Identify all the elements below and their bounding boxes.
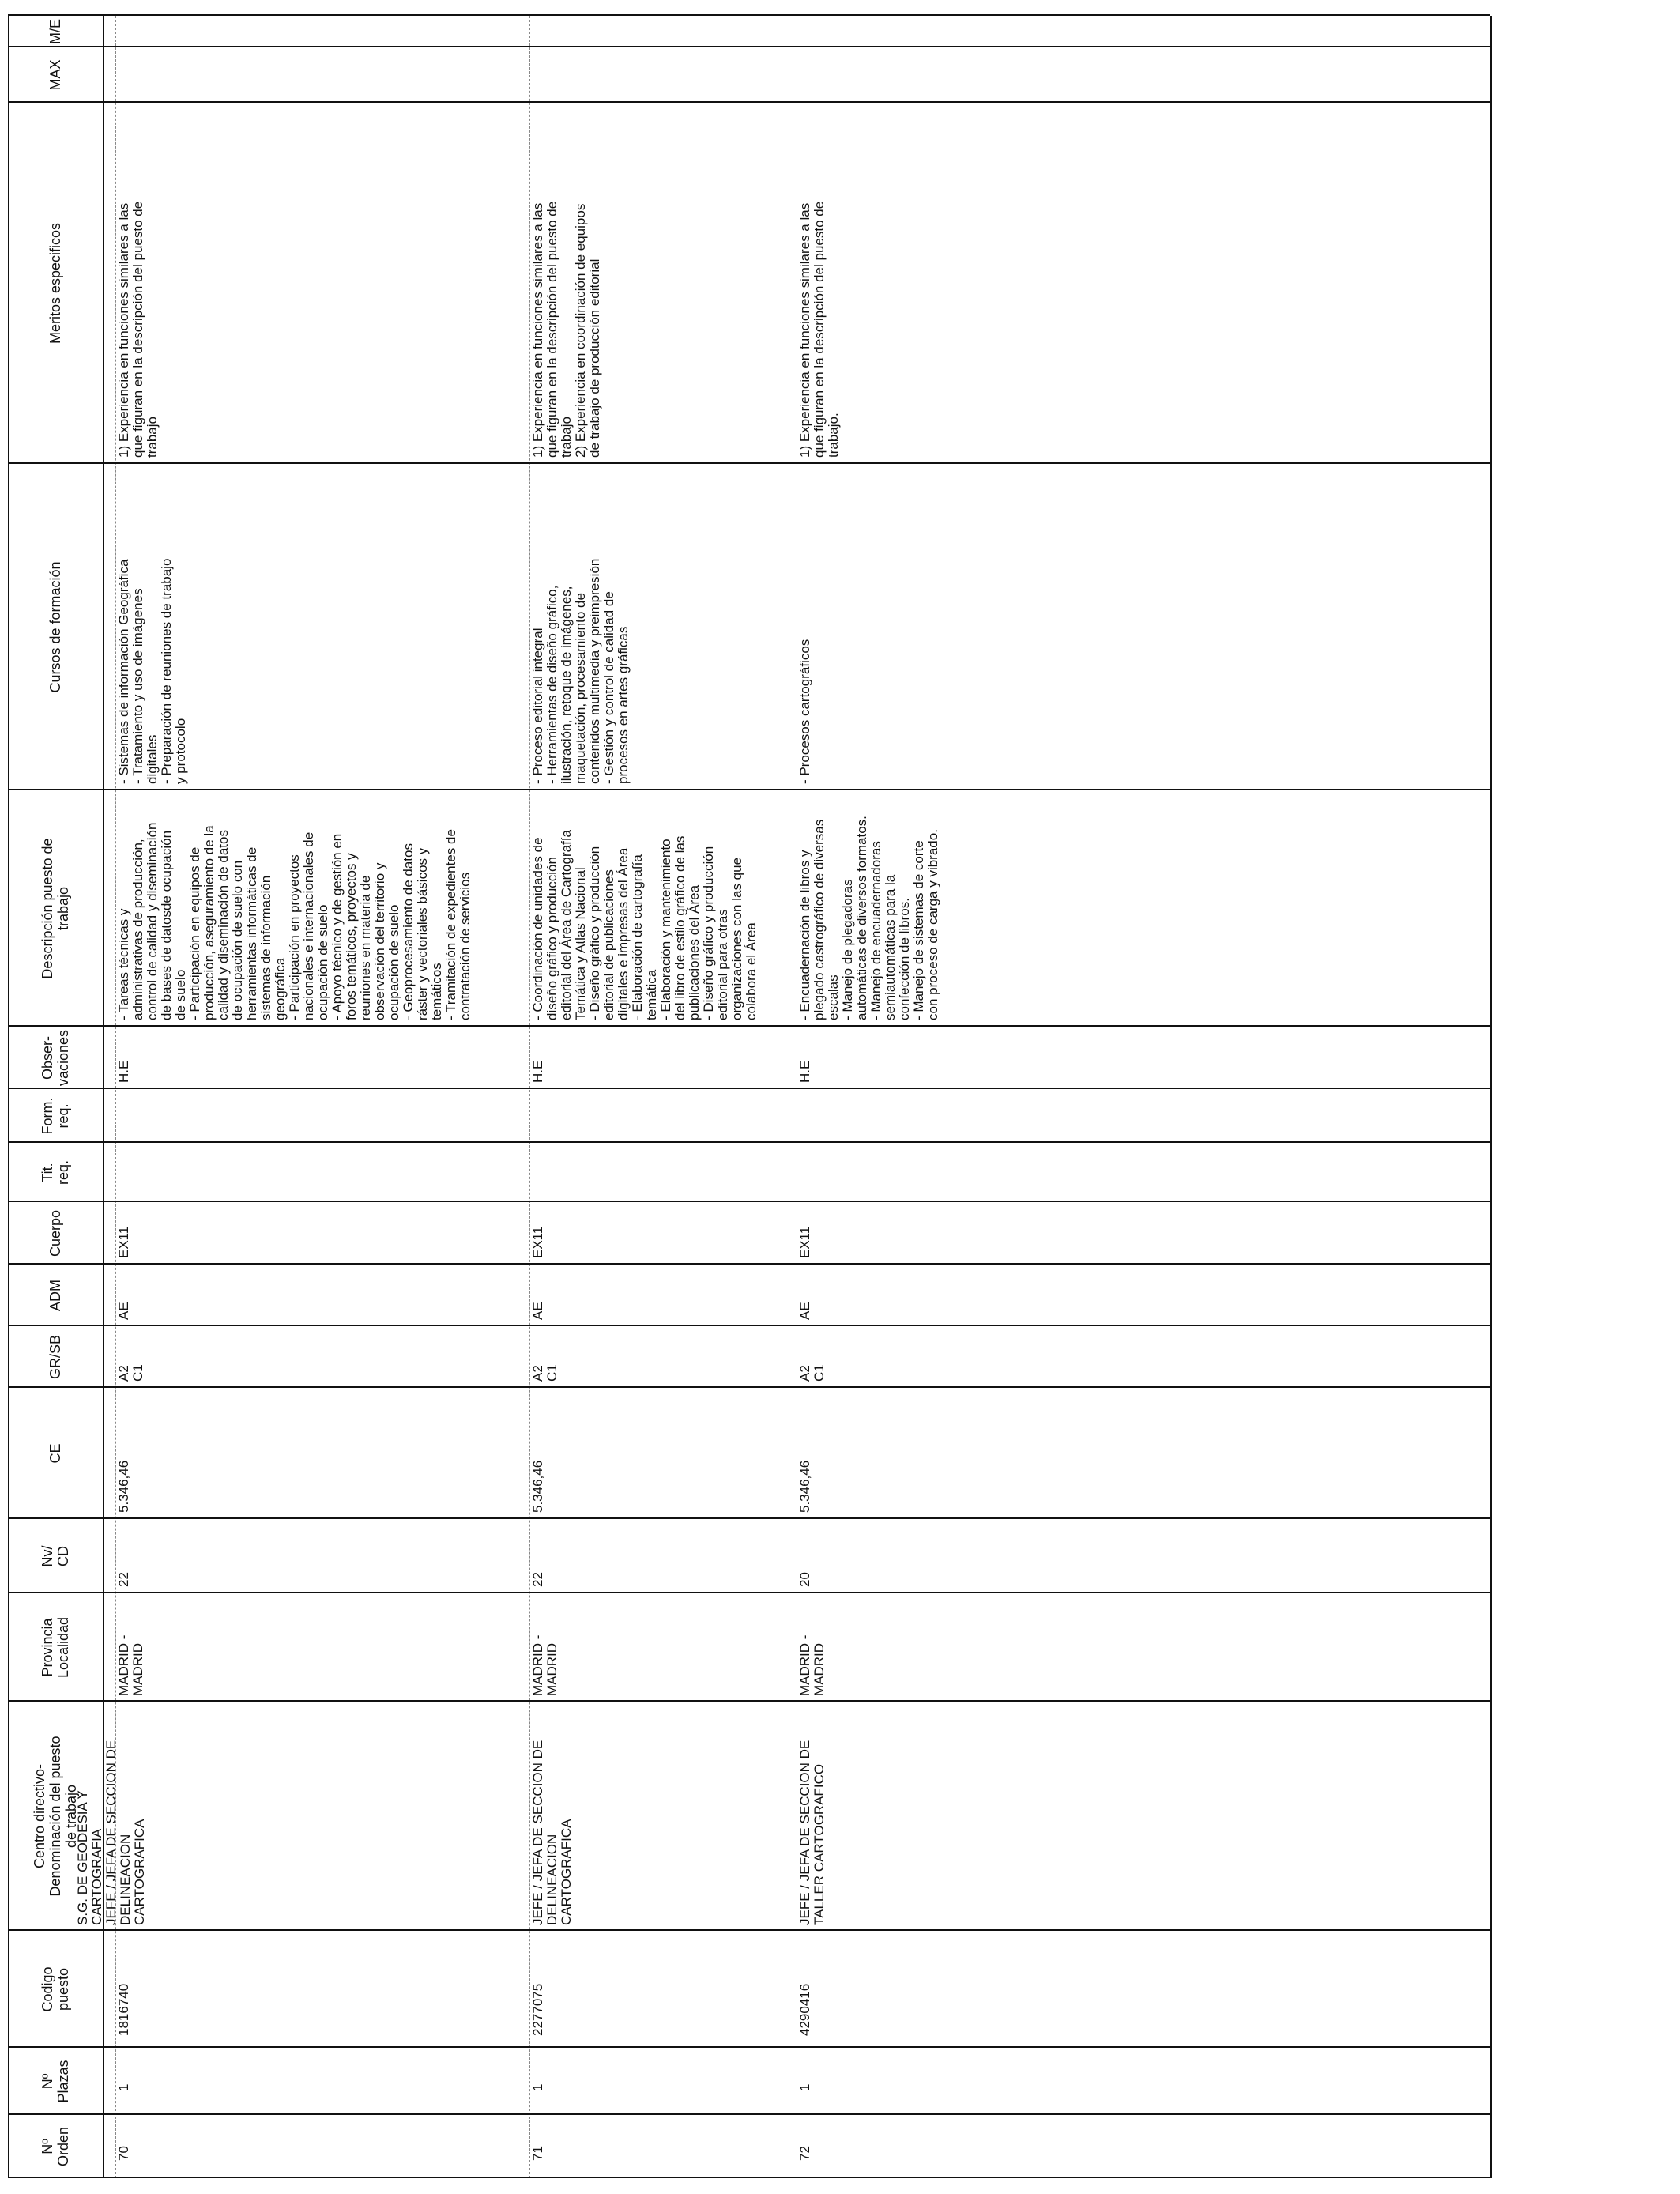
- row-70-cursos: - Sistemas de información Geográfica - Tratamiento y uso de imágenes digitales - Preparación de reuniones de trabajo y protocolo: [116, 558, 188, 784]
- row-70-observaciones: H.E: [116, 1060, 131, 1083]
- col-border: [8, 2177, 1490, 2178]
- row-70-descripcion: - Tareas técnicas y administrativas de producción, control de calidad y diseminación de bases de datosde ocupación de suelo - Participación en equipos de producción, aseguramiento de la calidad y diseminación de datos de ocupación de suelo con herramientas informáticas de sistemas de información geográfica - Participación en proyectos nacionales e internacionales de ocupación de suelo - Apoyo técnico y de gestión en foros temáticos, proyectos y reuniones en materia de observación del territorio y ocupación de suelo - Geoprocesamiento de datos ráster y vectoriales básicos y temáticos - Tramitación de expedientes de contratación de servicios: [116, 822, 473, 1020]
- row-72-orden: 72: [797, 2146, 812, 2161]
- col-border: [8, 1263, 1490, 1265]
- row-70-nivel: 22: [116, 1572, 131, 1587]
- row-70-orden: 70: [116, 2146, 131, 2161]
- header-meritos: Meritos especificos: [47, 222, 63, 345]
- header-grupo: GR/SB: [47, 1335, 63, 1380]
- row-70-denominacion: JEFE / JEFA DE SECCION DE DELINEACION CARTOGRAFICA: [104, 1740, 147, 1925]
- col-border: [8, 789, 1490, 790]
- col-border: [8, 1088, 1490, 1089]
- col-border: [8, 2113, 1490, 2115]
- header-orden: Nº Orden: [40, 2126, 71, 2167]
- row-72-descripcion: - Encuadernación de libros y plegado castrográfico de diversas escalas - Manejo de plegadoras automáticas de diversos formatos. - Manejo de encuadernadoras semiautomáticas para la confección de libros. - Manejo de sistemas de corte con proceso de carga y vibrado.: [797, 816, 940, 1020]
- col-border: [8, 1929, 1490, 1931]
- row-72-meritos: 1) Experiencia en funciones similares a las que figuran en la descripción del puesto de trabajo.: [797, 201, 841, 458]
- row-72-denominacion: JEFE / JEFA DE SECCION DE TALLER CARTOGRAFICO: [797, 1740, 827, 1925]
- row-72-cursos: - Procesos cartográficos: [797, 639, 812, 784]
- row-71-descripcion: - Coordinación de unidades de diseño gráfico y producción editorial del Área de Cartografía Temática y Atlas Nacional - Diseño gráfico y producción editorial de publicaciones digitales e impresas del Área - Elaboración de cartografía temática - Elaboración y mantenimiento del libro de estilo gráfico de las publicaciones del Área - Diseño gráfico y producción editorial para otras organizaciones con las que colabora el Área: [530, 830, 759, 1020]
- row-72-ce: 5.346,46: [797, 1460, 812, 1513]
- header-me: M/E: [47, 19, 63, 45]
- row-70-provincia: MADRID - MADRID: [116, 1634, 145, 1696]
- row-70-plazas: 1: [116, 2083, 131, 2091]
- header-descripcion: Descripción puesto de trabajo: [40, 838, 71, 979]
- col-border: [8, 462, 1490, 464]
- header-cursos: Cursos de formación: [47, 561, 63, 693]
- row-71-observaciones: H.E: [530, 1060, 545, 1083]
- row-71-ce: 5.346,46: [530, 1460, 545, 1513]
- col-border: [8, 1700, 1490, 1702]
- header-centro: Centro directivo- Denominación del puesto de trabajo: [32, 1736, 79, 1897]
- row-70-grupo: A2 C1: [116, 1364, 145, 1382]
- row-70-adm: AE: [116, 1302, 131, 1320]
- header-adm: ADM: [47, 1280, 63, 1311]
- row-72-provincia: MADRID - MADRID: [797, 1634, 827, 1696]
- row-71-plazas: 1: [530, 2083, 545, 2091]
- row-72-nivel: 20: [797, 1572, 812, 1587]
- col-border: [8, 1141, 1490, 1143]
- header-provincia: Provincia Localidad: [40, 1616, 71, 1679]
- row-70-ce: 5.346,46: [116, 1460, 131, 1513]
- header-titulacion: Tit. req.: [40, 1159, 71, 1186]
- col-border: [8, 1025, 1490, 1027]
- header-max: MAX: [47, 59, 63, 91]
- row-72-observaciones: H.E: [797, 1060, 812, 1083]
- header-observaciones: Obser- vaciones: [40, 1029, 71, 1087]
- header-nivel: Nv/ CD: [40, 1545, 71, 1567]
- row-71-meritos: 1) Experiencia en funciones similares a las que figuran en la descripción del puesto de trabajo 2) Experiencia en coordinación de equipos de trabajo de producción editorial: [530, 201, 602, 458]
- row-71-cursos: - Proceso editorial integral - Herramientas de diseño gráfico, ilustración, retoque de imágenes, maquetación, procesamiento de contenidos multimedia y preimpresión - Gestión y control de calidad de procesos en artes gráficas: [530, 558, 631, 784]
- row-71-nivel: 22: [530, 1572, 545, 1587]
- table-bottom-border: [1490, 16, 1492, 2178]
- col-border: [8, 1517, 1490, 1519]
- row-71-provincia: MADRID - MADRID: [530, 1634, 559, 1696]
- row-72-adm: AE: [797, 1302, 812, 1320]
- header-ce: CE: [47, 1443, 63, 1464]
- row-72-grupo: A2 C1: [797, 1364, 827, 1382]
- col-border: [8, 101, 1490, 103]
- header-formacion: Form. req.: [40, 1097, 71, 1135]
- col-border: [8, 1386, 1490, 1388]
- row-71-cuerpo: EX11: [530, 1226, 545, 1258]
- row-71-grupo: A2 C1: [530, 1364, 559, 1382]
- row-72-plazas: 1: [797, 2083, 812, 2091]
- row-71-adm: AE: [530, 1302, 545, 1320]
- row-70-meritos: 1) Experiencia en funciones similares a las que figuran en la descripción del puesto de trabajo: [116, 201, 160, 458]
- row-70-codigo: 1816740: [116, 1983, 131, 2036]
- col-border: [8, 1592, 1490, 1593]
- row-71-codigo: 2277075: [530, 1983, 545, 2036]
- col-border: [8, 46, 1490, 47]
- row-71-denominacion: JEFE / JEFA DE SECCION DE DELINEACION CARTOGRAFICA: [530, 1740, 574, 1925]
- col-border: [8, 14, 1490, 16]
- col-border: [8, 1201, 1490, 1202]
- header-plazas: Nº Plazas: [40, 2060, 71, 2103]
- row-72-cuerpo: EX11: [797, 1226, 812, 1258]
- col-border: [8, 1325, 1490, 1326]
- col-border: [8, 2046, 1490, 2048]
- row-70-cuerpo: EX11: [116, 1226, 131, 1258]
- row-72-codigo: 4290416: [797, 1983, 812, 2036]
- header-cuerpo: Cuerpo: [47, 1209, 63, 1257]
- header-codigo: Codigo puesto: [40, 1966, 71, 2012]
- row-70-unidad: S.G. DE GEODESIA Y CARTOGRAFIA: [75, 1790, 104, 1925]
- row-71-orden: 71: [530, 2146, 545, 2161]
